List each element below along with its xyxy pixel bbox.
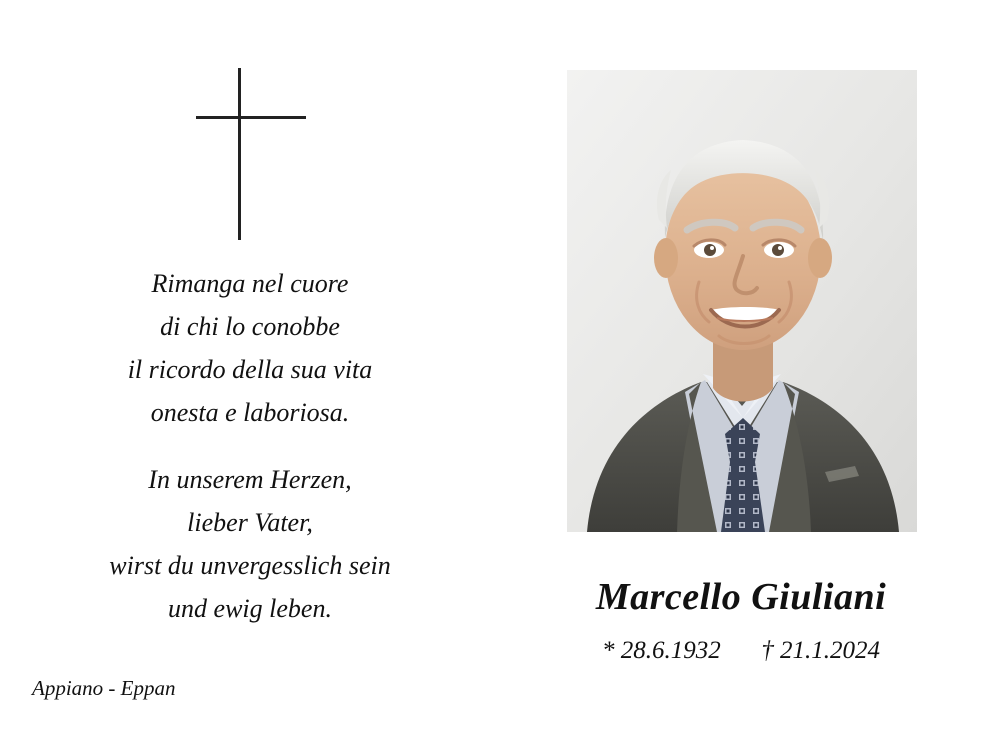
memorial-verse xyxy=(0,262,500,630)
deceased-name: Marcello Giuliani xyxy=(595,576,887,618)
birth-date: * 28.6.1932 xyxy=(602,637,721,664)
cross-vertical-bar xyxy=(238,68,241,240)
verse-line: In unserem Herzen, xyxy=(148,465,352,494)
verse-line: wirst du unvergesslich sein xyxy=(109,551,391,580)
cross-horizontal-bar xyxy=(196,116,306,119)
verse-line: und ewig leben. xyxy=(168,594,332,623)
portrait-photo xyxy=(567,70,917,532)
verse-line: il ricordo della sua vita xyxy=(127,355,373,384)
life-dates xyxy=(500,637,982,665)
cross-icon xyxy=(196,68,306,240)
death-date: † 21.1.2024 xyxy=(761,637,880,664)
verse-line: lieber Vater, xyxy=(187,508,313,537)
verse-stanza-german xyxy=(0,458,500,630)
right-column xyxy=(500,0,982,737)
verse-line: di chi lo conobbe xyxy=(160,312,340,341)
place-label: Appiano - Eppan xyxy=(32,676,176,700)
verse-line: onesta e laboriosa. xyxy=(150,398,350,427)
verse-stanza-italian xyxy=(0,262,500,434)
verse-line: Rimanga nel cuore xyxy=(151,269,349,298)
